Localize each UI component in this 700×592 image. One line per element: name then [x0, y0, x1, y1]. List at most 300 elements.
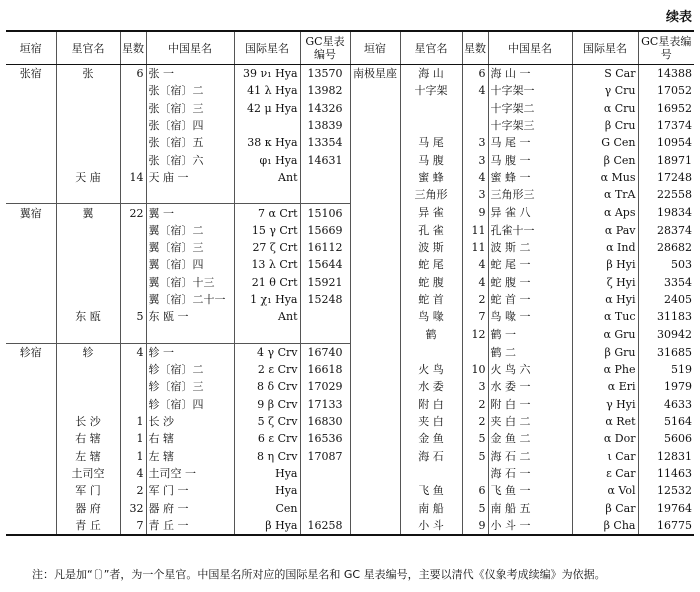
table-cell [120, 325, 146, 343]
table-cell: 12532 [638, 482, 694, 499]
table-cell: Hya [234, 465, 300, 482]
table-cell [350, 517, 400, 535]
table-row [6, 499, 694, 516]
table-cell: ε Car [572, 465, 638, 482]
table-cell [120, 134, 146, 151]
table-cell: 马 尾 [400, 134, 462, 151]
table-cell [120, 256, 146, 273]
table-cell [56, 151, 120, 168]
table-cell [350, 396, 400, 413]
table-cell: 土司空 [56, 465, 120, 482]
table-cell: 火 鸟 六 [488, 361, 572, 378]
table-cell: 鸟 喙 [400, 308, 462, 325]
table-cell [120, 396, 146, 413]
table-cell [350, 100, 400, 117]
table-cell: 15248 [300, 291, 350, 308]
table-cell: 蜜 蜂 [400, 169, 462, 186]
table-row [6, 274, 694, 291]
table-row [6, 396, 694, 413]
table-cell: 右 辖 [146, 430, 234, 447]
table-cell: α Cru [572, 100, 638, 117]
table-cell: 长 沙 [146, 413, 234, 430]
table-cell [350, 291, 400, 308]
table-cell: 10 [462, 361, 488, 378]
table-cell [56, 291, 120, 308]
table-cell: α Tuc [572, 308, 638, 325]
table-cell: 10954 [638, 134, 694, 151]
table-cell: 15644 [300, 256, 350, 273]
table-cell: φ₁ Hya [234, 151, 300, 168]
table-row [6, 308, 694, 325]
table-cell: 21 θ Crt [234, 274, 300, 291]
table-cell: 小 斗 [400, 517, 462, 535]
table-cell [462, 117, 488, 134]
table-cell: 左 辖 [146, 448, 234, 465]
table-cell [462, 100, 488, 117]
table-cell [350, 361, 400, 378]
table-cell [56, 396, 120, 413]
table-cell [6, 239, 56, 256]
table-cell: 14 [120, 169, 146, 186]
table-cell [6, 186, 56, 204]
table-cell: 夹 白 [400, 413, 462, 430]
table-cell [120, 361, 146, 378]
table-cell: 13570 [300, 65, 350, 83]
table-cell [234, 117, 300, 134]
table-cell: 4 γ Crv [234, 343, 300, 361]
table-row [6, 82, 694, 99]
table-cell [350, 378, 400, 395]
table-cell [300, 482, 350, 499]
table-cell: 14326 [300, 100, 350, 117]
table-cell: 13839 [300, 117, 350, 134]
table-cell: 鹤 二 [488, 343, 572, 361]
table-cell: 4 [120, 343, 146, 361]
table-cell: 4 [462, 256, 488, 273]
table-row [6, 448, 694, 465]
table-cell [56, 325, 120, 343]
table-body [6, 65, 694, 536]
table-cell: 31183 [638, 308, 694, 325]
table-cell: 轸 一 [146, 343, 234, 361]
table-cell: 十字架三 [488, 117, 572, 134]
table-cell: 4 [462, 274, 488, 291]
table-cell: 16258 [300, 517, 350, 535]
table-cell [350, 239, 400, 256]
table-row [6, 482, 694, 499]
table-cell [400, 465, 462, 482]
table-cell [56, 222, 120, 239]
table-row [6, 256, 694, 273]
footnote: 注：凡是加“〔〕”者，为一个星官。中国星名所对应的国际星名和 GC 星表编号，主要以清代《仪象考成续编》为依据。 [32, 568, 606, 581]
table-cell: 青 丘 一 [146, 517, 234, 535]
table-cell [350, 343, 400, 361]
table-cell [6, 134, 56, 151]
table-cell: 17029 [300, 378, 350, 395]
table-cell: 14388 [638, 65, 694, 83]
table-cell [146, 186, 234, 204]
table-cell [234, 186, 300, 204]
table-row [6, 204, 694, 222]
table-cell: 夹 白 二 [488, 413, 572, 430]
table-cell [56, 274, 120, 291]
table-row [6, 100, 694, 117]
table-cell: β Hyi [572, 256, 638, 273]
table-row [6, 517, 694, 535]
table-cell [56, 239, 120, 256]
table-cell: 5164 [638, 413, 694, 430]
table-cell [350, 82, 400, 99]
table-cell: 土司空 一 [146, 465, 234, 482]
table-cell: 翼〔宿〕二十一 [146, 291, 234, 308]
table-cell: 13982 [300, 82, 350, 99]
table-cell: 27 ζ Crt [234, 239, 300, 256]
table-cell: 飞 鱼 一 [488, 482, 572, 499]
table-cell: 3354 [638, 274, 694, 291]
table-cell: ζ Hyi [572, 274, 638, 291]
table-row [6, 169, 694, 186]
table-cell: 轸宿 [6, 343, 56, 361]
table-cell: 30942 [638, 325, 694, 343]
table-cell: 17087 [300, 448, 350, 465]
table-cell [6, 151, 56, 168]
table-cell: 2405 [638, 291, 694, 308]
table-cell [6, 517, 56, 535]
table-cell [350, 499, 400, 516]
table-cell: 长 沙 [56, 413, 120, 430]
table-row [6, 186, 694, 204]
table-cell: 翼〔宿〕四 [146, 256, 234, 273]
table-cell: β Hya [234, 517, 300, 535]
table-cell [6, 482, 56, 499]
table-cell: 张 [56, 65, 120, 83]
table-cell: 5 [462, 448, 488, 465]
table-cell: 张 一 [146, 65, 234, 83]
table-cell: 5 [462, 430, 488, 447]
table-cell: 器 府 一 [146, 499, 234, 516]
table-cell: 16112 [300, 239, 350, 256]
header-cell: 垣宿 [6, 31, 56, 65]
table-cell: 1 [120, 448, 146, 465]
table-cell: 翼〔宿〕三 [146, 239, 234, 256]
table-cell: 天 庙 [56, 169, 120, 186]
table-cell: 金 鱼 [400, 430, 462, 447]
table-cell [56, 186, 120, 204]
table-cell: α TrA [572, 186, 638, 204]
table-cell: 蛇 尾 [400, 256, 462, 273]
table-cell: 39 ν₁ Hya [234, 65, 300, 83]
table-cell [300, 169, 350, 186]
table-row [6, 413, 694, 430]
table-cell [350, 151, 400, 168]
table-cell: 左 辖 [56, 448, 120, 465]
table-cell [300, 499, 350, 516]
table-row [6, 361, 694, 378]
table-cell [56, 134, 120, 151]
table-cell [6, 117, 56, 134]
table-cell [6, 396, 56, 413]
table-cell [350, 186, 400, 204]
table-cell: Ant [234, 169, 300, 186]
table-cell: 19834 [638, 204, 694, 222]
table-cell: 海 石 [400, 448, 462, 465]
table-cell [6, 222, 56, 239]
table-cell [146, 325, 234, 343]
table-cell: 东 瓯 [56, 308, 120, 325]
table-cell: 12 [462, 325, 488, 343]
table-cell: 4 [120, 465, 146, 482]
table-cell [6, 325, 56, 343]
table-cell: 41 λ Hya [234, 82, 300, 99]
table-row [6, 151, 694, 168]
table-cell: 15 γ Crt [234, 222, 300, 239]
table-cell: 4 [462, 82, 488, 99]
table-cell: 十字架一 [488, 82, 572, 99]
table-cell: 南极星座 [350, 65, 400, 83]
table-cell [56, 361, 120, 378]
table-cell: 14631 [300, 151, 350, 168]
table-cell [350, 274, 400, 291]
table-row [6, 222, 694, 239]
table-cell: 1 [120, 413, 146, 430]
table-cell: 5606 [638, 430, 694, 447]
table-cell [350, 169, 400, 186]
table-cell: G Cen [572, 134, 638, 151]
table-cell: 16830 [300, 413, 350, 430]
table-cell: α Gru [572, 325, 638, 343]
table-cell [400, 343, 462, 361]
table-cell [6, 308, 56, 325]
table-cell: α Aps [572, 204, 638, 222]
table-cell: α Mus [572, 169, 638, 186]
table-cell: β Cha [572, 517, 638, 535]
table-cell: 9 β Crv [234, 396, 300, 413]
table-cell: 十字架 [400, 82, 462, 99]
table-cell: 翼宿 [6, 204, 56, 222]
table-cell: 附 白 [400, 396, 462, 413]
table-row [6, 343, 694, 361]
table-cell: 15669 [300, 222, 350, 239]
table-cell: 天 庙 一 [146, 169, 234, 186]
table-cell: 十字架二 [488, 100, 572, 117]
header-cell: 星官名 [400, 31, 462, 65]
table-cell: 16775 [638, 517, 694, 535]
table-cell: 16618 [300, 361, 350, 378]
table-cell [400, 117, 462, 134]
header-cell: 星数 [120, 31, 146, 65]
table-cell [120, 151, 146, 168]
table-cell: 军 门 [56, 482, 120, 499]
table-cell: 28682 [638, 239, 694, 256]
table-cell [350, 308, 400, 325]
table-cell: 32 [120, 499, 146, 516]
table-cell [350, 482, 400, 499]
table-cell: α Dor [572, 430, 638, 447]
table-cell: 6 [120, 65, 146, 83]
table-cell: 12831 [638, 448, 694, 465]
table-cell: 31685 [638, 343, 694, 361]
table-cell [6, 256, 56, 273]
table-cell: 17052 [638, 82, 694, 99]
table-cell: α Ind [572, 239, 638, 256]
table-cell: 5 [462, 499, 488, 516]
table-cell: 军 门 一 [146, 482, 234, 499]
table-cell: Hya [234, 482, 300, 499]
table-cell: 轸〔宿〕四 [146, 396, 234, 413]
table-cell [462, 465, 488, 482]
table-cell [350, 465, 400, 482]
table-cell: 2 [120, 482, 146, 499]
table-cell: 11 [462, 222, 488, 239]
table-cell: 飞 鱼 [400, 482, 462, 499]
table-row [6, 325, 694, 343]
table-cell: 3 [462, 186, 488, 204]
table-cell: 轸〔宿〕二 [146, 361, 234, 378]
table-cell: 3 [462, 378, 488, 395]
header-cell: 国际星名 [234, 31, 300, 65]
table-cell: α Pav [572, 222, 638, 239]
table-cell [120, 291, 146, 308]
table-cell: 水 委 [400, 378, 462, 395]
table-cell: 轸 [56, 343, 120, 361]
table-cell: 1979 [638, 378, 694, 395]
table-cell: 16952 [638, 100, 694, 117]
table-cell: 7 [120, 517, 146, 535]
table-cell: 42 μ Hya [234, 100, 300, 117]
table-cell: 火 鸟 [400, 361, 462, 378]
table-cell: 17248 [638, 169, 694, 186]
table-cell: 7 [462, 308, 488, 325]
table-row [6, 134, 694, 151]
table-cell: 南 船 [400, 499, 462, 516]
table-cell: 17374 [638, 117, 694, 134]
table-row [6, 465, 694, 482]
table-cell: 张〔宿〕四 [146, 117, 234, 134]
table-cell [350, 325, 400, 343]
table-cell: 小 斗 一 [488, 517, 572, 535]
table-cell: 蜜 蜂 一 [488, 169, 572, 186]
table-cell: 青 丘 [56, 517, 120, 535]
table-row [6, 117, 694, 134]
table-cell: 6 [462, 65, 488, 83]
table-cell [350, 134, 400, 151]
table-cell: β Gru [572, 343, 638, 361]
table-cell: 右 辖 [56, 430, 120, 447]
table-cell: 翼 一 [146, 204, 234, 222]
table-cell: 2 [462, 291, 488, 308]
table-cell: 2 [462, 413, 488, 430]
table-cell [350, 222, 400, 239]
table-cell: Cen [234, 499, 300, 516]
table-cell [6, 499, 56, 516]
table-cell: 翼〔宿〕二 [146, 222, 234, 239]
table-cell: 28374 [638, 222, 694, 239]
table-cell: 三角形 [400, 186, 462, 204]
table-cell: 8 δ Crv [234, 378, 300, 395]
table-cell [350, 256, 400, 273]
table-cell: α Hyi [572, 291, 638, 308]
table-cell: 9 [462, 517, 488, 535]
table-cell: 2 ε Crv [234, 361, 300, 378]
table-cell: 7 α Crt [234, 204, 300, 222]
table-cell: 三角形三 [488, 186, 572, 204]
table-cell: S Car [572, 65, 638, 83]
table-cell: 6 ε Crv [234, 430, 300, 447]
header-cell: 垣宿 [350, 31, 400, 65]
table-row [6, 65, 694, 83]
table-cell [56, 378, 120, 395]
table-cell: 3 [462, 134, 488, 151]
table-cell: 马 腹 一 [488, 151, 572, 168]
table-cell: 503 [638, 256, 694, 273]
table-cell: 9 [462, 204, 488, 222]
table-cell: 翼〔宿〕十三 [146, 274, 234, 291]
continued-label: 续表 [665, 10, 692, 25]
star-catalog-table [6, 30, 694, 536]
table-cell: 15106 [300, 204, 350, 222]
table-cell: 5 ζ Crv [234, 413, 300, 430]
table-cell: 水 委 一 [488, 378, 572, 395]
table-cell [350, 448, 400, 465]
table-cell: 附 白 一 [488, 396, 572, 413]
table-cell: α Ret [572, 413, 638, 430]
table-cell [6, 430, 56, 447]
table-cell: 13354 [300, 134, 350, 151]
table-cell [56, 256, 120, 273]
table-cell: β Car [572, 499, 638, 516]
table-cell [120, 222, 146, 239]
table-cell: 鸟 喙 一 [488, 308, 572, 325]
table-cell: 蛇 首 [400, 291, 462, 308]
table-cell: γ Cru [572, 82, 638, 99]
table-cell: 6 [462, 482, 488, 499]
table-cell [6, 378, 56, 395]
table-cell: 孔 雀 [400, 222, 462, 239]
table-cell [120, 186, 146, 204]
table-cell [120, 117, 146, 134]
table-cell: ι Car [572, 448, 638, 465]
header-cell: 国际星名 [572, 31, 638, 65]
table-cell: 张〔宿〕二 [146, 82, 234, 99]
table-cell: 孔雀十一 [488, 222, 572, 239]
table-cell: 22558 [638, 186, 694, 204]
header-cell: 星数 [462, 31, 488, 65]
table-header-row [6, 31, 694, 65]
table-cell [6, 361, 56, 378]
table-cell: α Phe [572, 361, 638, 378]
table-cell: 4633 [638, 396, 694, 413]
table-cell: 11463 [638, 465, 694, 482]
table-row [6, 430, 694, 447]
table-cell [120, 378, 146, 395]
table-cell: 海 石 一 [488, 465, 572, 482]
table-cell: 马 腹 [400, 151, 462, 168]
table-cell: 马 尾 一 [488, 134, 572, 151]
table-cell: 17133 [300, 396, 350, 413]
table-cell [120, 82, 146, 99]
table-cell: 金 鱼 二 [488, 430, 572, 447]
table-cell: 波 斯 二 [488, 239, 572, 256]
table-cell: 13 λ Crt [234, 256, 300, 273]
table-cell: 11 [462, 239, 488, 256]
table-cell [234, 325, 300, 343]
table-cell: 海 石 二 [488, 448, 572, 465]
table-cell: 4 [462, 169, 488, 186]
table-cell: 海 山 [400, 65, 462, 83]
table-cell [462, 343, 488, 361]
table-cell: 3 [462, 151, 488, 168]
table-cell: 轸〔宿〕三 [146, 378, 234, 395]
